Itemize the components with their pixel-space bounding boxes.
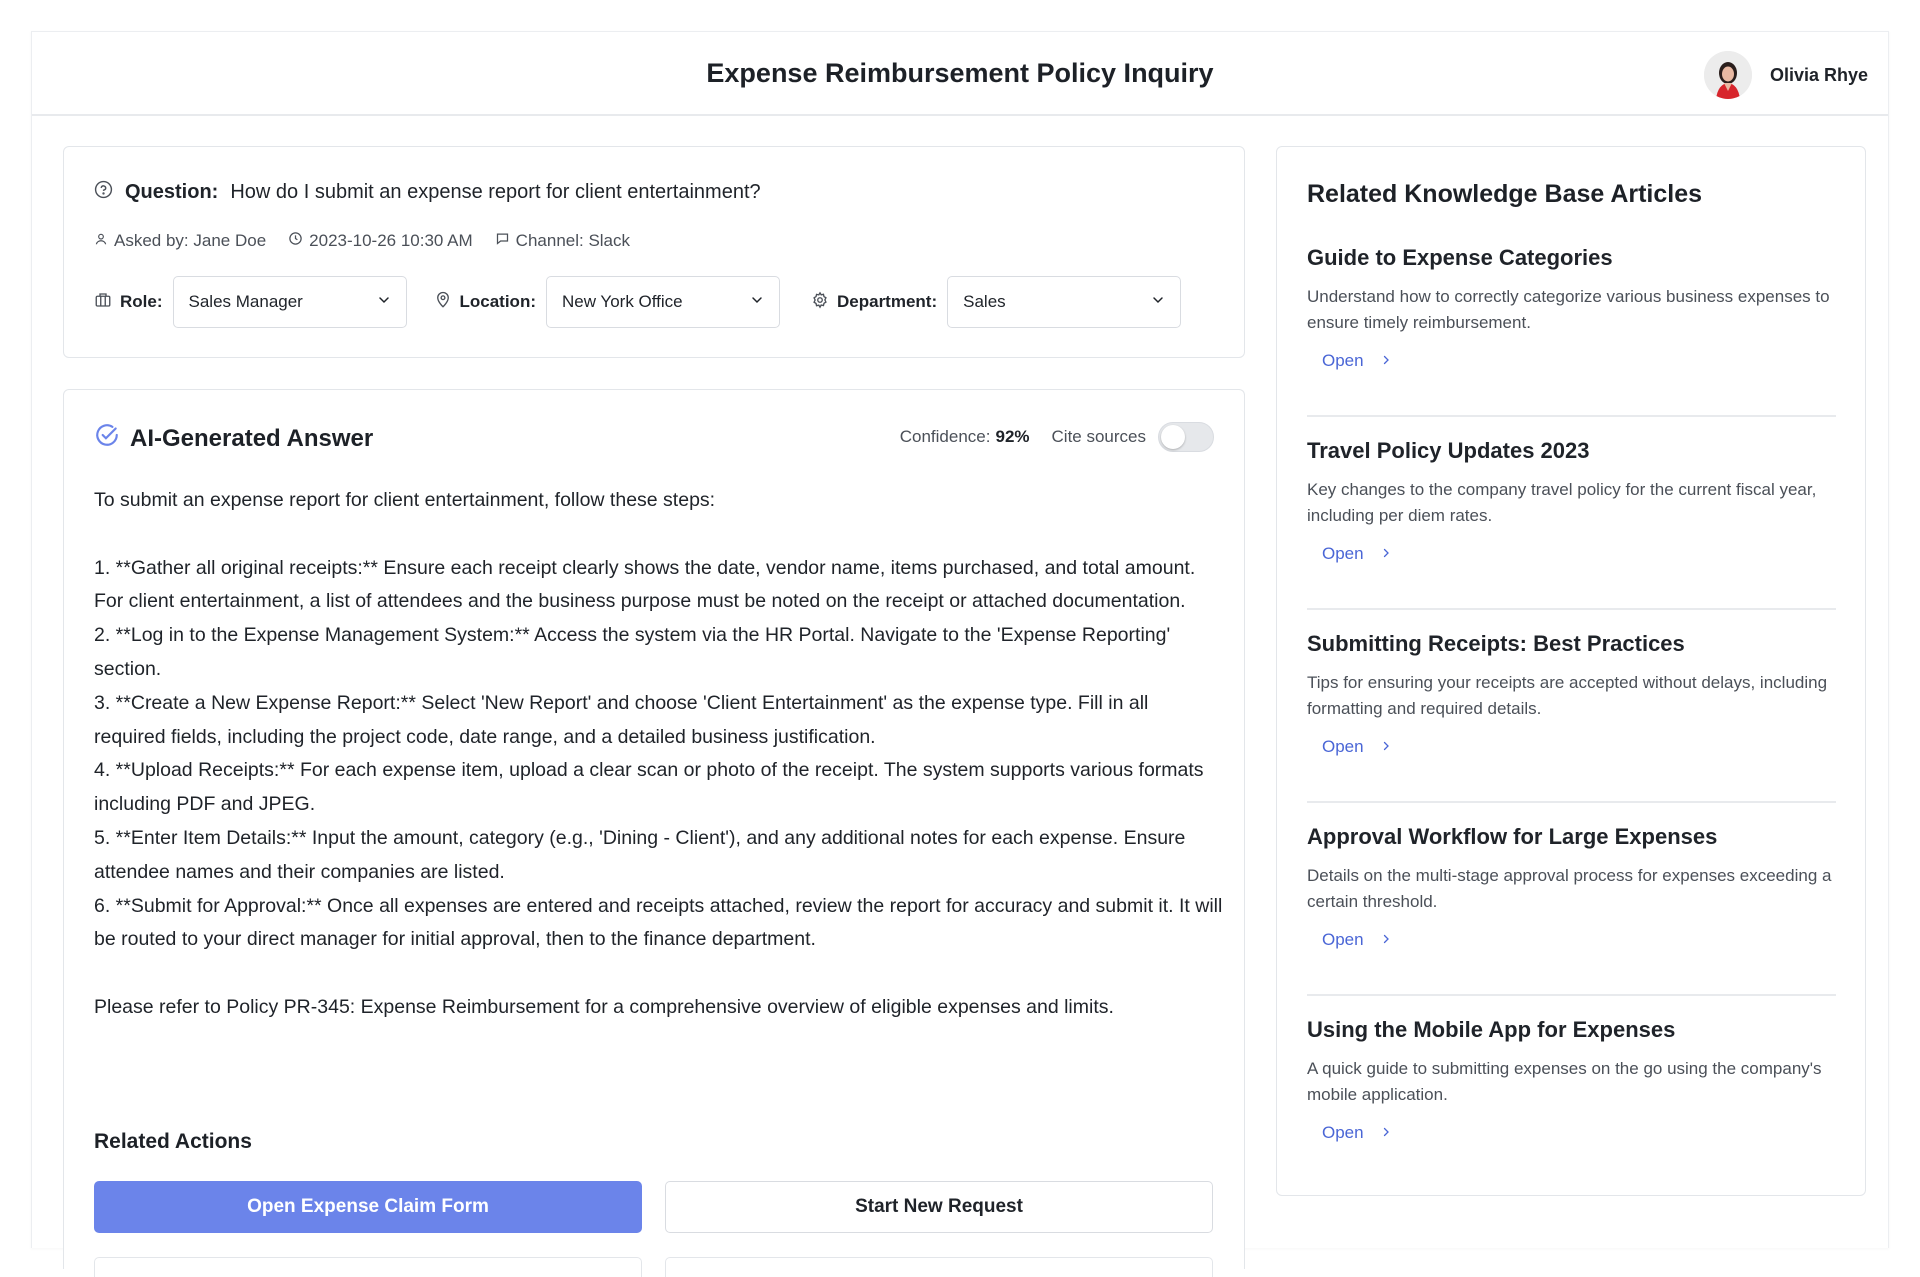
spacer	[94, 518, 1224, 552]
article-title: Using the Mobile App for Expenses	[1307, 1017, 1676, 1042]
channel-text: Channel: Slack	[515, 231, 631, 250]
location-label-text: Location:	[459, 292, 536, 311]
filters-row	[94, 276, 1181, 328]
role-select[interactable]	[173, 276, 407, 328]
answer-step: 1. **Gather all original receipts:** Ensure each receipt clearly shows the date, vendor name, items purchased, and total amount. For client entertainment, a list of attendees and the business purpose must be noted on the receipt or attached documentation.	[94, 556, 1196, 613]
chat-icon	[495, 231, 516, 251]
divider	[1307, 415, 1836, 417]
app-window	[31, 31, 1889, 1248]
article-open-link[interactable]	[1322, 1123, 1836, 1143]
user-icon	[94, 231, 114, 251]
chevron-down-icon	[749, 292, 765, 313]
knowledge-base-title: Related Knowledge Base Articles	[1307, 180, 1703, 208]
user-menu[interactable]	[1704, 51, 1868, 99]
article-title: Guide to Expense Categories	[1307, 245, 1613, 270]
answer-step: 6. **Submit for Approval:** Once all expenses are entered and receipts attached, review the report for accuracy and submit it. It will be routed to your direct manager for initial approval, then to the finance department.	[94, 894, 1223, 951]
article-open-link[interactable]	[1322, 737, 1836, 757]
article-open-link[interactable]	[1322, 351, 1836, 371]
chevron-right-icon	[1364, 544, 1392, 564]
chevron-down-icon	[376, 292, 392, 313]
article-description: Details on the multi-stage approval process for expenses exceeding a certain threshold.	[1307, 866, 1832, 911]
answer-header	[94, 422, 1214, 454]
answer-step: 5. **Enter Item Details:** Input the amount, category (e.g., 'Dining - Client'), and any additional notes for each expense. Ensure attendee names and their companies are listed.	[94, 826, 1186, 883]
asked-by	[94, 231, 266, 251]
article-item	[1307, 824, 1836, 950]
answer-controls	[900, 422, 1214, 452]
user-name: Olivia Rhye	[1769, 64, 1868, 85]
question-line	[94, 180, 761, 205]
article-open-link[interactable]	[1322, 544, 1836, 564]
location-select-value: New York Office	[562, 292, 683, 311]
open-label: Open	[1322, 1123, 1364, 1142]
chevron-right-icon	[1364, 737, 1392, 757]
cite-sources-label: Cite sources	[1051, 427, 1146, 446]
chevron-right-icon	[1364, 1123, 1392, 1143]
answer-body	[94, 484, 1224, 1025]
answer-step: 3. **Create a New Expense Report:** Select 'New Report' and choose 'Client Entertainment' as the expense type. Fill in all required fields, including the project code, date range, and a detailed business justification.	[94, 691, 1149, 748]
article-description: Understand how to correctly categorize various business expenses to ensure timely reimbursement.	[1307, 287, 1830, 332]
question-text: How do I submit an expense report for client entertainment?	[230, 181, 761, 203]
start-new-request-button[interactable]: Start New Request	[665, 1181, 1213, 1233]
question-label: Question:	[125, 181, 219, 203]
confidence-label: Confidence:	[899, 427, 991, 446]
answer-card	[63, 389, 1245, 1269]
open-expense-claim-form-button[interactable]: Open Expense Claim Form	[94, 1181, 642, 1233]
article-item	[1307, 1017, 1836, 1143]
chevron-right-icon	[1364, 930, 1392, 950]
timestamp-text: 2023-10-26 10:30 AM	[309, 231, 473, 250]
answer-intro: To submit an expense report for client entertainment, follow these steps:	[94, 489, 716, 511]
answer-step: 4. **Upload Receipts:** For each expense item, upload a clear scan or photo of the receipt. The system supports various formats including PDF and JPEG.	[94, 759, 1204, 816]
article-description: A quick guide to submitting expenses on the go using the company's mobile application.	[1307, 1059, 1822, 1104]
location-select[interactable]	[546, 276, 780, 328]
role-label-text: Role:	[120, 292, 163, 311]
answer-title	[94, 422, 373, 455]
top-header	[32, 32, 1888, 116]
toggle-knob	[1161, 425, 1185, 449]
confidence-value: 92%	[995, 427, 1030, 446]
question-meta	[94, 231, 652, 251]
article-item	[1307, 631, 1836, 757]
divider	[1307, 994, 1836, 996]
chevron-down-icon	[1150, 292, 1166, 313]
department-label-text: Department:	[837, 292, 938, 311]
cite-sources-toggle[interactable]	[1158, 422, 1214, 452]
department-select[interactable]	[947, 276, 1181, 328]
briefcase-icon	[94, 291, 120, 314]
spacer	[94, 957, 1224, 991]
article-description: Tips for ensuring your receipts are accepted without delays, including formatting and required details.	[1307, 673, 1828, 718]
help-circle-icon	[94, 180, 113, 205]
open-label: Open	[1322, 544, 1364, 563]
article-open-link[interactable]	[1322, 930, 1836, 950]
answer-outro: Please refer to Policy PR-345: Expense Reimbursement for a comprehensive overview of eligible expenses and limits.	[94, 995, 1114, 1018]
answer-title-text: AI-Generated Answer	[130, 424, 374, 452]
divider	[1307, 801, 1836, 803]
chevron-right-icon	[1364, 351, 1392, 371]
map-pin-icon	[434, 291, 460, 314]
article-title: Travel Policy Updates 2023	[1307, 438, 1590, 463]
open-label: Open	[1322, 737, 1364, 756]
open-label: Open	[1322, 351, 1364, 370]
role-label	[94, 291, 163, 314]
knowledge-base-card	[1276, 146, 1866, 1196]
article-item	[1307, 245, 1836, 371]
article-item	[1307, 438, 1836, 564]
related-actions-title: Related Actions	[94, 1130, 252, 1153]
article-title: Approval Workflow for Large Expenses	[1307, 824, 1718, 849]
answer-step: 2. **Log in to the Expense Management System:** Access the system via the HR Portal. Navigate to the 'Expense Reporting' section.	[94, 624, 1171, 680]
check-circle-icon	[94, 422, 130, 455]
department-select-value: Sales	[963, 292, 1006, 311]
divider	[1307, 608, 1836, 610]
action-button-partial[interactable]	[94, 1257, 642, 1277]
gear-icon	[811, 291, 837, 314]
avatar[interactable]	[1704, 51, 1752, 99]
open-label: Open	[1322, 930, 1364, 949]
department-label	[811, 291, 937, 314]
action-button-partial[interactable]	[665, 1257, 1213, 1277]
role-select-value: Sales Manager	[188, 292, 303, 311]
article-description: Key changes to the company travel policy for the current fiscal year, including per diem rates.	[1307, 480, 1817, 525]
article-title: Submitting Receipts: Best Practices	[1307, 631, 1685, 656]
location-label	[434, 291, 537, 314]
page-title: Expense Reimbursement Policy Inquiry	[706, 58, 1214, 88]
question-card	[63, 146, 1245, 358]
channel	[495, 231, 630, 251]
timestamp	[288, 231, 473, 251]
clock-icon	[288, 231, 309, 251]
asked-by-text: Asked by: Jane Doe	[114, 231, 267, 250]
